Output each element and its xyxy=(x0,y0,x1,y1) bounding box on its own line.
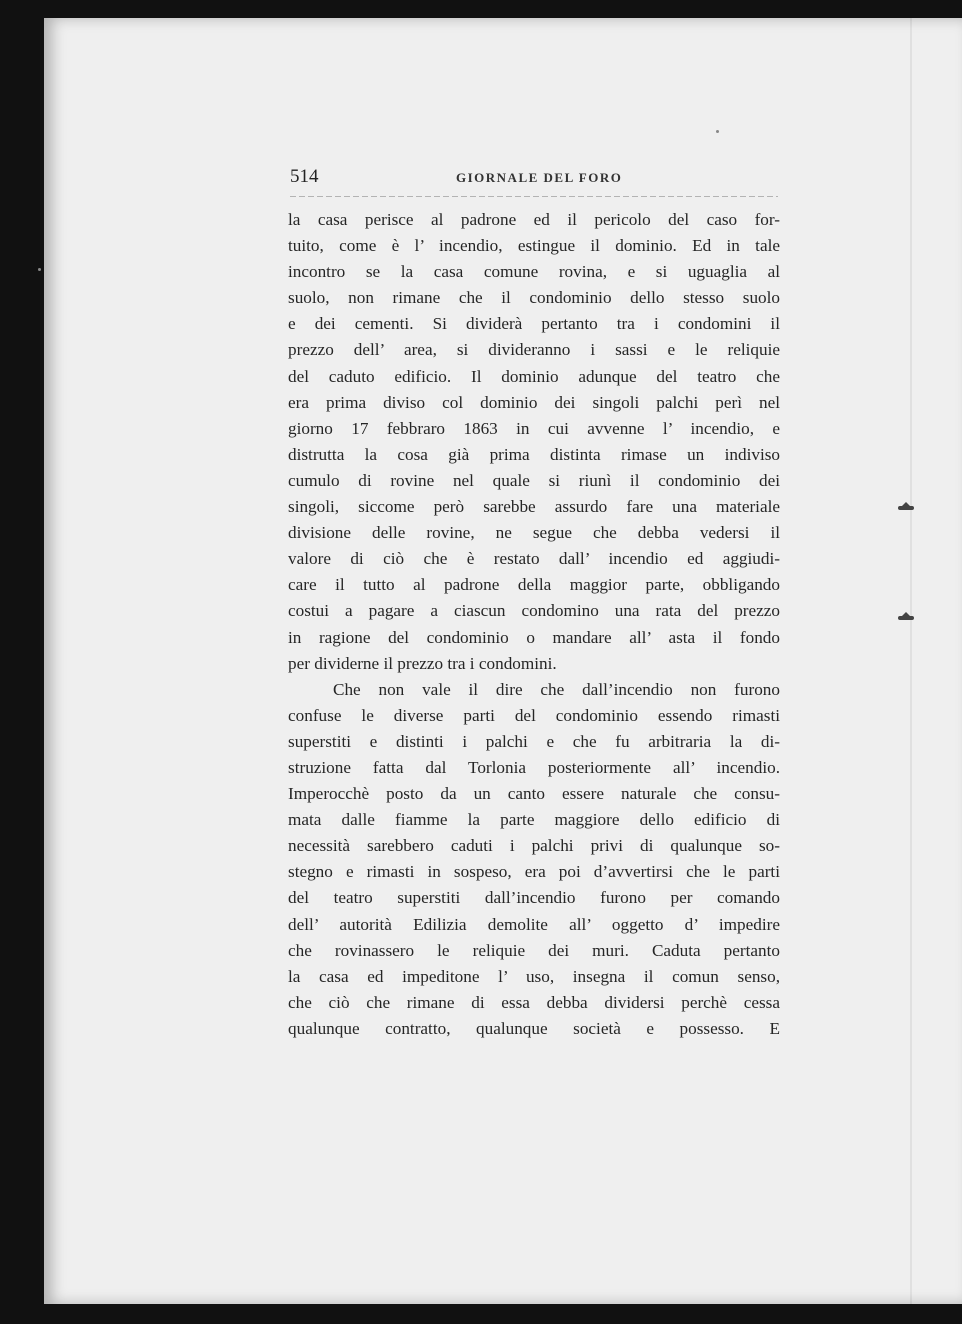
text-line: del teatro superstiti dall’incendio furono per comando xyxy=(288,888,780,908)
text-line: struzione fatta dal Torlonia posteriormente all’ incendio. xyxy=(288,757,780,777)
text-line: la casa ed impeditone l’ uso, insegna il comun senso, xyxy=(288,966,780,986)
text-line: confuse le diverse parti del condominio essendo rimasti xyxy=(288,705,780,725)
text-line: e dei cementi. Si dividerà pertanto tra i condomini il xyxy=(288,314,780,334)
paragraph xyxy=(288,207,780,677)
running-title: GIORNALE DEL FORO xyxy=(456,170,623,185)
text-line: suolo, non rimane che il condominio dello stesso suolo xyxy=(288,288,780,308)
text-line: costui a pagare a ciascun condomino una rata del prezzo xyxy=(288,601,780,621)
text-line: che ciò che rimane di essa debba dividersi perchè cessa xyxy=(288,992,780,1012)
text-line: stegno e rimasti in sospeso, era poi d’avvertirsi che le parti xyxy=(288,862,780,882)
paper-speck xyxy=(716,130,719,133)
text-line: superstiti e distinti i palchi e che fu arbitraria la di- xyxy=(288,731,780,751)
text-line: necessità sarebbero caduti i palchi privi di qualunque so- xyxy=(288,836,780,856)
body-text xyxy=(288,207,780,1042)
text-line: distrutta la cosa già prima distinta rimase un indiviso xyxy=(288,444,780,464)
text-line: era prima diviso col dominio dei singoli palchi perì nel xyxy=(288,392,780,412)
paragraph xyxy=(288,677,780,1042)
text-line: mata dalle fiamme la parte maggiore dello edificio di xyxy=(288,810,780,830)
paper-speck xyxy=(38,268,41,271)
page-number: 514 xyxy=(290,166,319,187)
text-line: prezzo dell’ area, si divideranno i sassi e le reliquie xyxy=(288,340,780,360)
margin-arrow-mark xyxy=(898,616,914,620)
text-line: tuito, come è l’ incendio, estingue il dominio. Ed in tale xyxy=(288,236,780,256)
text-line: in ragione del condominio o mandare all’ asta il fondo xyxy=(288,627,780,647)
text-line: Che non vale il dire che dall’incendio non furono xyxy=(333,679,780,699)
text-line: giorno 17 febbraro 1863 in cui avvenne l’ incendio, e xyxy=(288,418,780,438)
text-line: per dividerne il prezzo tra i condomini. xyxy=(288,653,557,673)
margin-arrow-mark xyxy=(898,506,914,510)
text-line: valore di ciò che è restato dall’ incendio ed aggiudi- xyxy=(288,549,780,569)
header-rule xyxy=(290,196,778,197)
text-line: dell’ autorità Edilizia demolite all’ oggetto d’ impedire xyxy=(288,914,780,934)
text-line: la casa perisce al padrone ed il pericolo del caso for- xyxy=(288,210,780,229)
text-line: care il tutto al padrone della maggior parte, obbligando xyxy=(288,575,780,595)
text-line: divisione delle rovine, ne segue che debba vedersi il xyxy=(288,523,780,543)
text-line: singoli, siccome però sarebbe assurdo fare una materiale xyxy=(288,497,780,517)
text-line: cumulo di rovine nel quale si riunì il condominio dei xyxy=(288,470,780,490)
page-header xyxy=(290,166,780,194)
text-line: del caduto edificio. Il dominio adunque del teatro che xyxy=(288,366,780,386)
text-line: Imperocchè posto da un canto essere naturale che consu- xyxy=(288,784,780,804)
text-line: che rovinassero le reliquie dei muri. Caduta pertanto xyxy=(288,940,780,960)
text-line: qualunque contratto, qualunque società e possesso. E xyxy=(288,1018,780,1038)
text-line: incontro se la casa comune rovina, e si uguaglia al xyxy=(288,262,780,282)
